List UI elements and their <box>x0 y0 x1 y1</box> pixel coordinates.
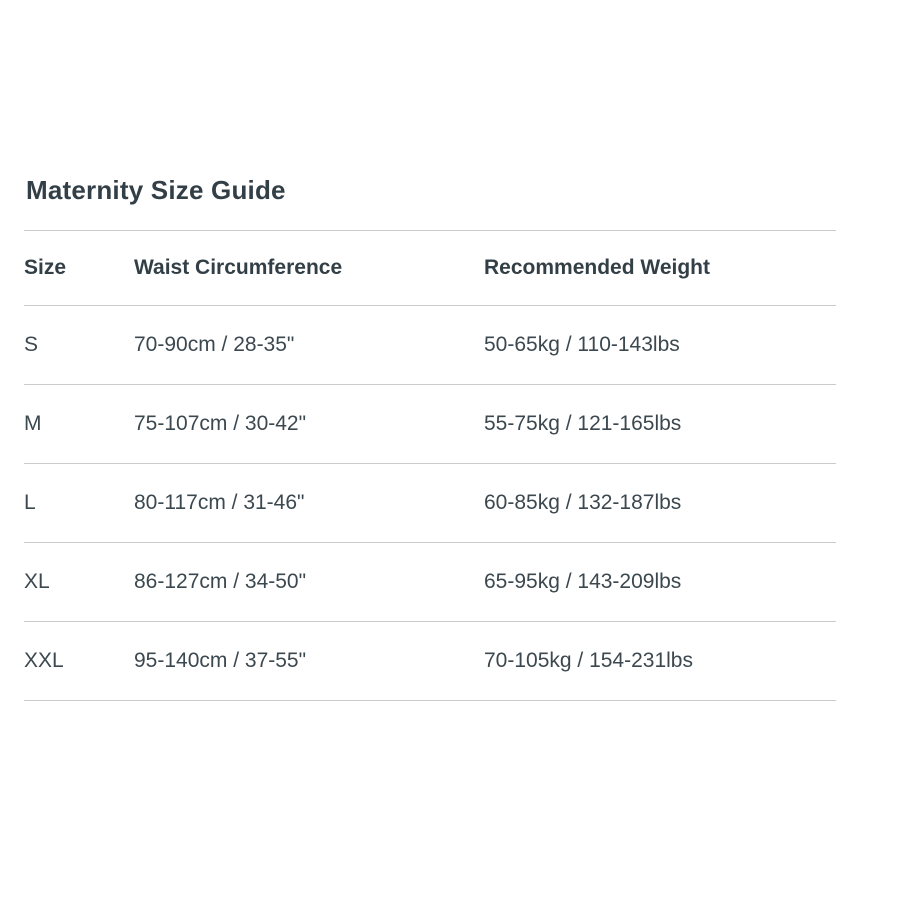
table-header-row <box>24 231 836 306</box>
size-guide-table <box>24 230 836 701</box>
cell-weight: 70-105kg / 154-231lbs <box>484 622 836 701</box>
page-title: Maternity Size Guide <box>26 175 286 205</box>
table-row <box>24 543 836 622</box>
table-body <box>24 306 836 701</box>
size-guide-block <box>24 175 836 701</box>
cell-weight: 50-65kg / 110-143lbs <box>484 306 836 385</box>
cell-waist: 86-127cm / 34-50" <box>134 543 484 622</box>
cell-weight: 55-75kg / 121-165lbs <box>484 385 836 464</box>
table-row <box>24 306 836 385</box>
table-row <box>24 622 836 701</box>
cell-weight: 60-85kg / 132-187lbs <box>484 464 836 543</box>
cell-waist: 70-90cm / 28-35" <box>134 306 484 385</box>
cell-size: M <box>24 385 134 464</box>
cell-waist: 75-107cm / 30-42" <box>134 385 484 464</box>
cell-waist: 95-140cm / 37-55" <box>134 622 484 701</box>
cell-size: S <box>24 306 134 385</box>
cell-waist: 80-117cm / 31-46" <box>134 464 484 543</box>
cell-weight: 65-95kg / 143-209lbs <box>484 543 836 622</box>
cell-size: XXL <box>24 622 134 701</box>
table-row <box>24 385 836 464</box>
column-header-waist: Waist Circumference <box>134 231 484 306</box>
column-header-weight: Recommended Weight <box>484 231 836 306</box>
column-header-size: Size <box>24 231 134 306</box>
cell-size: XL <box>24 543 134 622</box>
table-header <box>24 231 836 306</box>
cell-size: L <box>24 464 134 543</box>
table-row <box>24 464 836 543</box>
